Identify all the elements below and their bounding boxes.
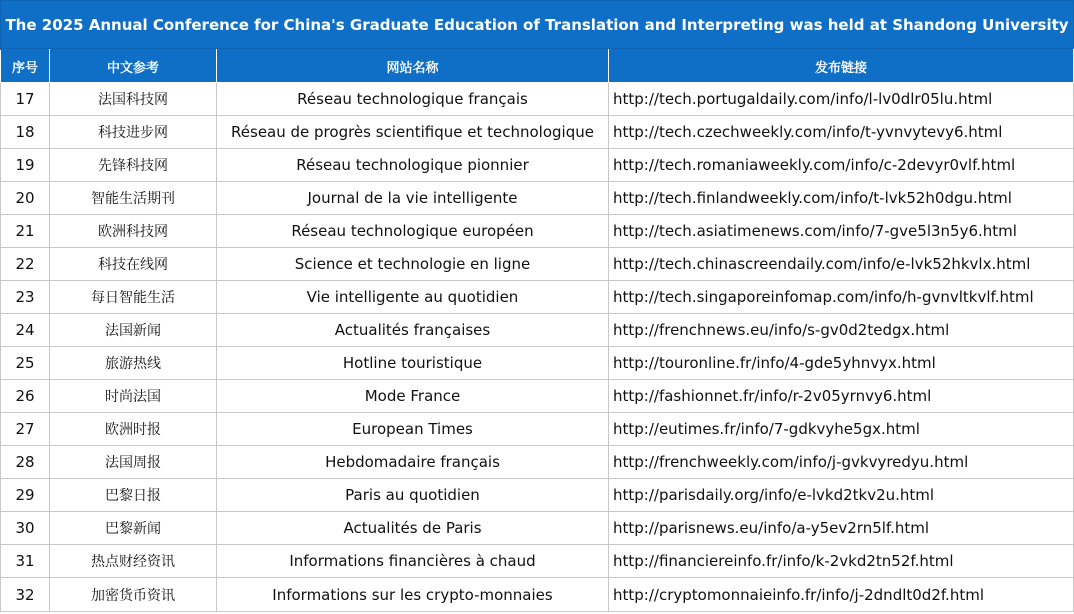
website-name: Mode France bbox=[217, 380, 609, 413]
release-link[interactable]: http://fashionnet.fr/info/r-2v05yrnvy6.html bbox=[609, 380, 1074, 413]
release-link[interactable]: http://cryptomonnaieinfo.fr/info/j-2dndlt0d2f.html bbox=[609, 578, 1074, 612]
website-name: Vie intelligente au quotidien bbox=[217, 281, 609, 314]
table-row bbox=[1, 116, 1074, 149]
website-name: Réseau technologique pionnier bbox=[217, 149, 609, 182]
row-number: 31 bbox=[1, 545, 50, 578]
table-row bbox=[1, 314, 1074, 347]
table-row bbox=[1, 479, 1074, 512]
row-number: 28 bbox=[1, 446, 50, 479]
column-header-number: 序号 bbox=[1, 50, 50, 83]
website-name: Informations financières à chaud bbox=[217, 545, 609, 578]
website-name: Journal de la vie intelligente bbox=[217, 182, 609, 215]
chinese-reference: 法国科技网 bbox=[50, 83, 217, 116]
chinese-reference: 时尚法国 bbox=[50, 380, 217, 413]
table-row bbox=[1, 512, 1074, 545]
release-link[interactable]: http://financiereinfo.fr/info/k-2vkd2tn52f.html bbox=[609, 545, 1074, 578]
release-link[interactable]: http://tech.chinascreendaily.com/info/e-lvk52hkvlx.html bbox=[609, 248, 1074, 281]
table-title: The 2025 Annual Conference for China's Graduate Education of Translation and Interpreting was held at Shandong University bbox=[0, 0, 1074, 49]
chinese-reference: 智能生活期刊 bbox=[50, 182, 217, 215]
release-link[interactable]: http://touronline.fr/info/4-gde5yhnvyx.html bbox=[609, 347, 1074, 380]
table-row bbox=[1, 215, 1074, 248]
table-row bbox=[1, 380, 1074, 413]
release-link[interactable]: http://tech.singaporeinfomap.com/info/h-gvnvltkvlf.html bbox=[609, 281, 1074, 314]
chinese-reference: 加密货币资讯 bbox=[50, 578, 217, 612]
table-row bbox=[1, 446, 1074, 479]
chinese-reference: 欧洲科技网 bbox=[50, 215, 217, 248]
release-link[interactable]: http://frenchweekly.com/info/j-gvkvyredyu.html bbox=[609, 446, 1074, 479]
release-link[interactable]: http://tech.asiatimenews.com/info/7-gve5l3n5y6.html bbox=[609, 215, 1074, 248]
row-number: 21 bbox=[1, 215, 50, 248]
chinese-reference: 科技在线网 bbox=[50, 248, 217, 281]
website-name: Actualités françaises bbox=[217, 314, 609, 347]
website-name: Actualités de Paris bbox=[217, 512, 609, 545]
chinese-reference: 巴黎日报 bbox=[50, 479, 217, 512]
chinese-reference: 法国周报 bbox=[50, 446, 217, 479]
row-number: 25 bbox=[1, 347, 50, 380]
row-number: 19 bbox=[1, 149, 50, 182]
website-name: Paris au quotidien bbox=[217, 479, 609, 512]
table-row bbox=[1, 413, 1074, 446]
table-row bbox=[1, 578, 1074, 612]
table-row bbox=[1, 248, 1074, 281]
release-link[interactable]: http://tech.romaniaweekly.com/info/c-2devyr0vlf.html bbox=[609, 149, 1074, 182]
release-link[interactable]: http://eutimes.fr/info/7-gdkvyhe5gx.html bbox=[609, 413, 1074, 446]
site-list-table bbox=[0, 49, 1074, 612]
row-number: 23 bbox=[1, 281, 50, 314]
row-number: 24 bbox=[1, 314, 50, 347]
row-number: 29 bbox=[1, 479, 50, 512]
release-link[interactable]: http://tech.portugaldaily.com/info/l-lv0dlr05lu.html bbox=[609, 83, 1074, 116]
chinese-reference: 科技进步网 bbox=[50, 116, 217, 149]
row-number: 22 bbox=[1, 248, 50, 281]
release-link[interactable]: http://tech.czechweekly.com/info/t-yvnvytevy6.html bbox=[609, 116, 1074, 149]
chinese-reference: 旅游热线 bbox=[50, 347, 217, 380]
website-name: Science et technologie en ligne bbox=[217, 248, 609, 281]
row-number: 26 bbox=[1, 380, 50, 413]
table-row bbox=[1, 83, 1074, 116]
chinese-reference: 欧洲时报 bbox=[50, 413, 217, 446]
release-link[interactable]: http://tech.finlandweekly.com/info/t-lvk52h0dgu.html bbox=[609, 182, 1074, 215]
website-name: Hebdomadaire français bbox=[217, 446, 609, 479]
table-row bbox=[1, 281, 1074, 314]
chinese-reference: 先锋科技网 bbox=[50, 149, 217, 182]
row-number: 20 bbox=[1, 182, 50, 215]
column-header-chinese-reference: 中文参考 bbox=[50, 50, 217, 83]
chinese-reference: 热点财经资讯 bbox=[50, 545, 217, 578]
release-link[interactable]: http://parisnews.eu/info/a-y5ev2rn5lf.html bbox=[609, 512, 1074, 545]
release-link[interactable]: http://parisdaily.org/info/e-lvkd2tkv2u.html bbox=[609, 479, 1074, 512]
row-number: 27 bbox=[1, 413, 50, 446]
website-name: Hotline touristique bbox=[217, 347, 609, 380]
release-link[interactable]: http://frenchnews.eu/info/s-gv0d2tedgx.html bbox=[609, 314, 1074, 347]
table-row bbox=[1, 149, 1074, 182]
column-header-release-link: 发布链接 bbox=[609, 50, 1074, 83]
table-row bbox=[1, 347, 1074, 380]
chinese-reference: 巴黎新闻 bbox=[50, 512, 217, 545]
website-name: Réseau technologique français bbox=[217, 83, 609, 116]
website-name: Réseau de progrès scientifique et technologique bbox=[217, 116, 609, 149]
table-row bbox=[1, 545, 1074, 578]
row-number: 18 bbox=[1, 116, 50, 149]
website-name: European Times bbox=[217, 413, 609, 446]
chinese-reference: 每日智能生活 bbox=[50, 281, 217, 314]
column-header-website-name: 网站名称 bbox=[217, 50, 609, 83]
website-name: Réseau technologique européen bbox=[217, 215, 609, 248]
row-number: 32 bbox=[1, 578, 50, 612]
website-name: Informations sur les crypto-monnaies bbox=[217, 578, 609, 612]
row-number: 17 bbox=[1, 83, 50, 116]
row-number: 30 bbox=[1, 512, 50, 545]
table-row bbox=[1, 182, 1074, 215]
header-row bbox=[1, 50, 1074, 83]
chinese-reference: 法国新闻 bbox=[50, 314, 217, 347]
